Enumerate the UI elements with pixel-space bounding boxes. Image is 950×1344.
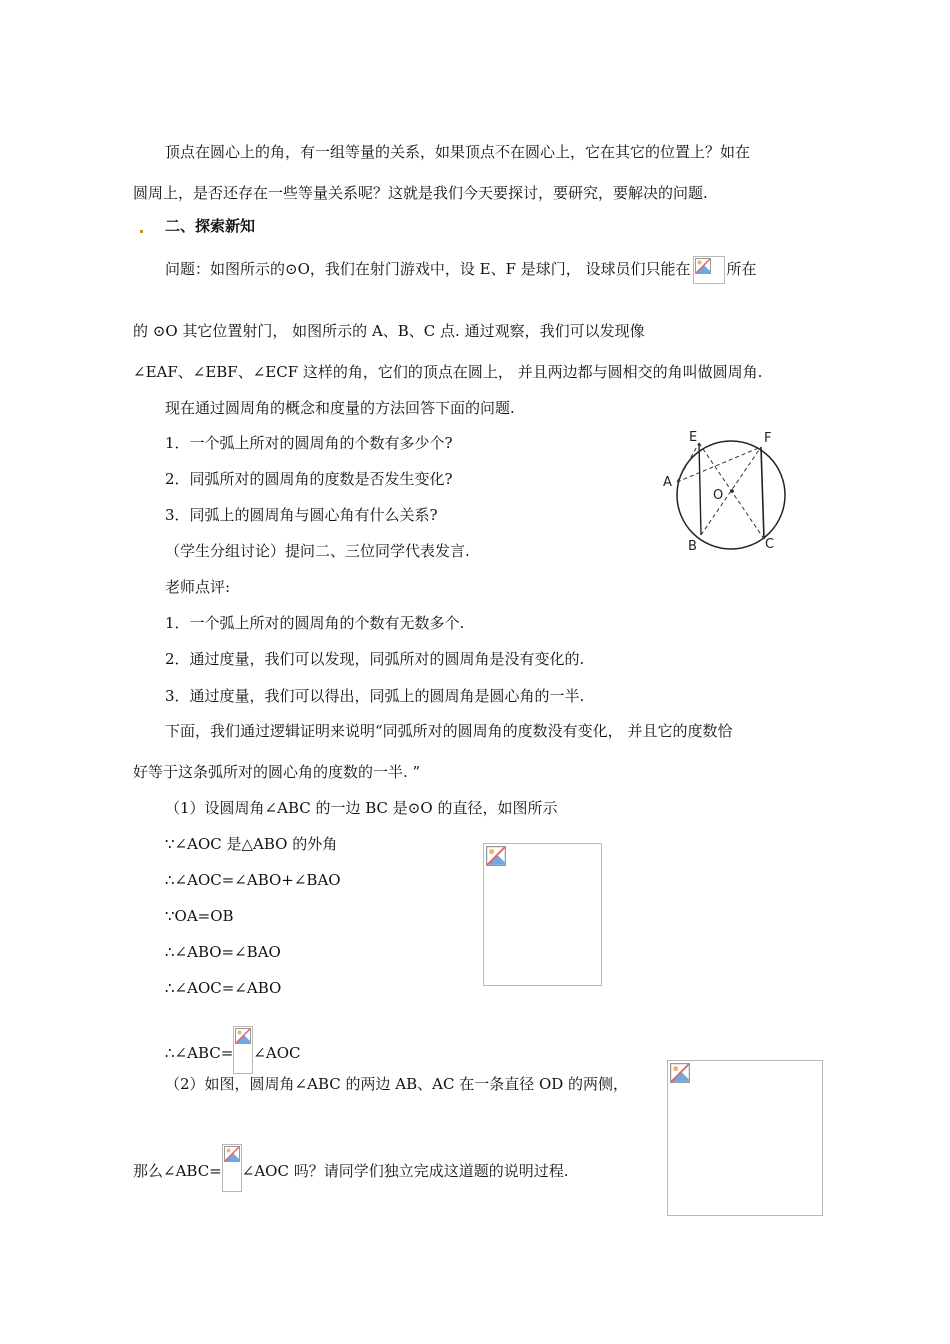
answer-2: 2．通过度量，我们可以发现，同弧所对的圆周角是没有变化的.: [165, 650, 585, 668]
label-f: F: [764, 431, 772, 446]
problem-line-4: 现在通过圆周角的概念和度量的方法回答下面的问题.: [165, 399, 515, 417]
case2-line-1: （2）如图，圆周角∠ABC 的两边 AB、AC 在一条直径 OD 的两侧，: [165, 1075, 629, 1093]
proof-intro-line-1: 下面，我们通过逻辑证明来说明“同弧所对的圆周角的度数没有变化， 并且它的度数恰: [165, 722, 733, 740]
dash-af: [677, 447, 761, 482]
circle-o: [677, 441, 785, 549]
answer-3: 3．通过度量，我们可以得出，同弧上的圆周角是圆心角的一半.: [165, 687, 585, 705]
broken-image-icon: [670, 1063, 690, 1083]
case1-final-prefix: ∴∠ABC=: [165, 1044, 234, 1062]
case1-step-2: ∴∠AOC=∠ABO+∠BAO: [165, 871, 341, 889]
question-2: 2．同弧所对的圆周角的度数是否发生变化?: [165, 470, 453, 488]
proof-intro-line-2: 好等于这条弧所对的圆心角的度数的一半. ”: [133, 763, 421, 781]
intro-line-1: 顶点在圆心上的角，有一组等量的关系，如果顶点不在圆心上，它在其它的位置上？如在: [165, 143, 751, 161]
chord-fc: [761, 447, 764, 539]
discussion-line: （学生分组讨论）提问二、三位同学代表发言.: [165, 542, 470, 560]
problem-line-1-tail: 所在: [726, 260, 757, 278]
case2-line-2-suffix: ∠AOC 吗？请同学们独立完成这道题的说明过程.: [241, 1162, 569, 1180]
broken-image-icon: [235, 1028, 251, 1044]
section-title: 二、探索新知: [165, 217, 256, 235]
problem-line-2: 的 ⊙O 其它位置射门， 如图所示的 A、B、C 点. 通过观察，我们可以发现像: [133, 322, 645, 340]
label-b: B: [688, 539, 697, 554]
case1-step-4: ∴∠ABO=∠BAO: [165, 943, 281, 961]
case1-figure-placeholder: [483, 843, 602, 986]
broken-image-inline-1: [693, 256, 725, 284]
question-3: 3．同弧上的圆周角与圆心角有什么关系?: [165, 506, 438, 524]
case1-step-3: ∵OA=OB: [165, 907, 234, 925]
center-o: [730, 489, 734, 493]
problem-line-1-text: 问题：如图所示的⊙O，我们在射门游戏中，设 E、F 是球门， 设球员们只能在: [165, 260, 691, 278]
label-o: O: [713, 488, 724, 503]
question-1: 1．一个弧上所对的圆周角的个数有多少个?: [165, 434, 453, 452]
label-e: E: [689, 430, 698, 445]
circle-diagram: [655, 425, 805, 565]
case2-figure-placeholder: [667, 1060, 823, 1216]
chord-eb: [699, 443, 701, 535]
problem-line-1: [165, 256, 757, 284]
case1-title: （1）设圆周角∠ABC 的一边 BC 是⊙O 的直径，如图所示: [165, 799, 558, 817]
label-c: C: [765, 537, 775, 552]
teacher-title: 老师点评:: [165, 578, 231, 596]
case1-final-suffix: ∠AOC: [253, 1044, 301, 1062]
case2-line-2-prefix: 那么∠ABC=: [133, 1162, 222, 1180]
case1-step-1: ∵∠AOC 是△ABO 的外角: [165, 835, 338, 853]
case1-step-5: ∴∠AOC=∠ABO: [165, 979, 282, 997]
section-bullet: [140, 230, 143, 233]
broken-image-inline-3: [222, 1144, 242, 1192]
label-a: A: [663, 475, 672, 490]
broken-image-inline-2: [233, 1026, 253, 1074]
answer-1: 1．一个弧上所对的圆周角的个数有无数多个.: [165, 614, 465, 632]
intro-line-2: 圆周上，是否还存在一些等量关系呢？这就是我们今天要探讨，要研究，要解决的问题.: [133, 184, 708, 202]
broken-image-icon: [695, 258, 711, 274]
case1-final: [165, 1026, 300, 1074]
case2-line-2: [133, 1144, 568, 1192]
broken-image-icon: [486, 846, 506, 866]
broken-image-icon: [224, 1146, 240, 1162]
problem-line-3: ∠EAF、∠EBF、∠ECF 这样的角，它们的顶点在圆上， 并且两边都与圆相交的角叫做圆周角.: [133, 363, 763, 381]
